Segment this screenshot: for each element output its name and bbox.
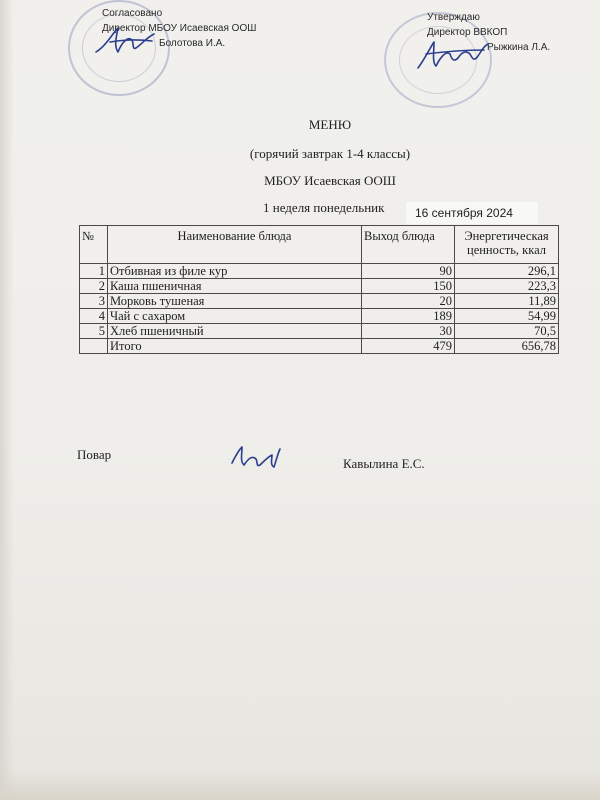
signature-cook [228,445,284,471]
cell-energy: 223,3 [455,279,559,294]
cell-energy: 11,89 [455,294,559,309]
week-day: 1 неделя понедельник [263,200,385,215]
column-header-name: Наименование блюда [108,226,362,264]
cell-num: 1 [80,264,108,279]
column-header-num: № [80,226,108,264]
column-header-output: Выход блюда [362,226,455,264]
cell-num: 2 [80,279,108,294]
approval-position: Директор МБОУ Исаевская ООШ [102,23,257,34]
table-row [80,264,559,279]
column-header-energy-line2: ценность, ккал [467,243,546,257]
table-row [80,309,559,324]
cell-output: 189 [362,309,455,324]
cell-energy: 296,1 [455,264,559,279]
table-header-row [80,226,559,264]
cell-num: 5 [80,324,108,339]
cell-energy: 70,5 [455,324,559,339]
approval-name: Рыжкина Л.А. [487,42,551,53]
table-row [80,294,559,309]
cell-num: 3 [80,294,108,309]
signature-left [92,22,162,62]
cook-name: Кавылина Е.С. [343,456,425,471]
column-header-energy-line1: Энергетическая [464,229,549,243]
column-header-energy [455,226,559,264]
cell-name: Отбивная из филе кур [108,264,362,279]
approval-position: Директор ВВКОП [427,27,508,38]
cell-name: Чай с сахаром [108,309,362,324]
cell-energy: 54,99 [455,309,559,324]
approval-status: Согласовано [102,8,163,19]
table-row [80,324,559,339]
menu-table [79,225,559,354]
cell-total-label: Итого [108,339,362,354]
table-total-row [80,339,559,354]
cell-total-energy: 656,78 [455,339,559,354]
document-title: МЕНЮ [308,117,352,132]
cell-output: 90 [362,264,455,279]
approval-name: Болотова И.А. [159,38,226,49]
cell-num: 4 [80,309,108,324]
school-name: МБОУ Исаевская ООШ [264,173,396,188]
cell-num-empty [80,339,108,354]
cell-name: Хлеб пшеничный [108,324,362,339]
cell-output: 30 [362,324,455,339]
cell-output: 20 [362,294,455,309]
table-row [80,279,559,294]
cell-output: 150 [362,279,455,294]
signature-right [412,36,492,76]
approval-status: Утверждаю [427,12,480,23]
cell-total-output: 479 [362,339,455,354]
cell-name: Морковь тушеная [108,294,362,309]
date-label: 16 сентября 2024 [406,202,538,224]
cook-role: Повар [77,447,112,462]
document-subtitle: (горячий завтрак 1-4 классы) [249,146,411,161]
paper-shadow-bottom [0,770,600,800]
cell-name: Каша пшеничная [108,279,362,294]
